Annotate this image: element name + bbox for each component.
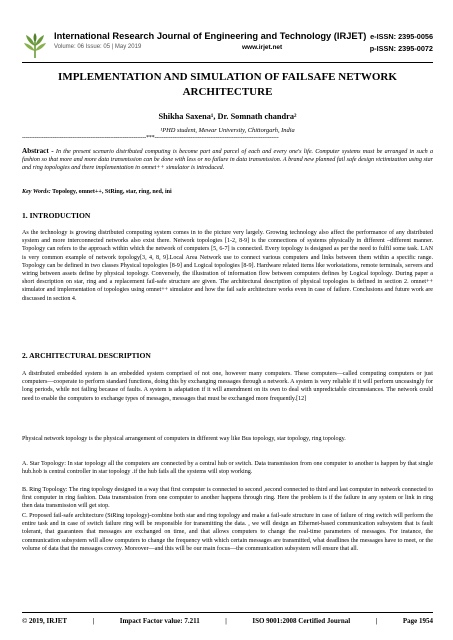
abstract-label: Abstract -	[22, 147, 54, 155]
ring-topology-paragraph: B. Ring Topology: The ring topology designed in a way that first computer is connected to second ,second connected to third and last computer in network connected to first computer in ring fashion. Data transmission from one computer to another happens through ring. Here the problem is if the failure in any system or link in ring then data transmission will get stop.	[22, 487, 433, 510]
footer-copyright: © 2019, IRJET	[22, 617, 68, 625]
arch-paragraph-2: Physical network topology is the physical arrangement of computers in different way like Bus topology, star topology, ring topology.	[22, 436, 346, 442]
footer-divider: |	[92, 617, 95, 625]
header-rule	[22, 62, 433, 63]
journal-website: www.irjet.net	[242, 44, 283, 51]
separator-line: ---------------------------------------------------------------------***---------------------------------------------------------------------	[22, 135, 279, 141]
journal-title: International Research Journal of Engineering and Technology (IRJET)	[54, 31, 367, 41]
keywords	[22, 189, 433, 195]
proposed-architecture-paragraph: C. Proposed fail-safe architecture (StRing topology)-combine both star and ring topology and make a fail-safe structure in case of failure of ring switch will perform the entire task and in case of switch failure ring will be responsible for transmitting the data. , we will design an Ethernet-based communication subsystem that is fault tolerant, that guarantees that messages are exchanged on time, and that allows computers to change the real-time parameters of messages. For instance, the communication subsystem will allow computers to change the frequency with which certain messages are transmitted, what deadlines the messages have to meet, or the volume of data that the messages convey. Moreover—and this will be our main focus—the communication subsystem will ensure that all.	[22, 513, 433, 552]
footer-divider: |	[375, 617, 378, 625]
journal-header	[22, 30, 433, 70]
keywords-text: Topology, omnet++, StRing, star, ring, ned, ini	[50, 189, 172, 195]
keywords-label: Key Words:	[22, 189, 51, 195]
abstract	[22, 147, 433, 173]
footer-impact-factor: Impact Factor value: 7.211	[119, 617, 200, 625]
footer-iso: ISO 9001:2008 Certified Journal	[252, 617, 351, 625]
star-topology-paragraph: A. Star Topology: In star topology all the computers are connected by a central hub or switch. Data transmission from one computer to another is happen by that single hub.hob is central controller in star topology .if the hub fails all the systems will stop working.	[22, 461, 433, 476]
irjet-logo-icon	[22, 32, 48, 60]
intro-paragraph: As the technology is growing distributed computing system comes in to the picture very largely. Growing technology also affect the performance of any distributed system and more interconnected networks also exist there. Network topologies [1-2, 8-9] is the connections of systems physically in different –different manner. Topology can refers to the approach within which the network of computers [5, 6-7] is connected. Every topology is designed as per the need to fulfil some task. LAN is very common example of network topology[3, 4, 8, 9].Local Area Network use to connect various computers and links between them within a specific range. Topology can be defined in two classes Physical topologies [8-9] and Logical topologies [8-9]. Hardware related items like workstations, remote terminals, servers and wiring between assets define by physical topology. Conversely, the illustration of information flow between computers defines by Logical topology. During paper a short description on star, ring and a replacement fail-safe structure are given. The architectural description of physical topologies is defined in section 2. omnet++ simulator and implementation of topologies using omnet++ simulator and how the fail safe architecture works even in case of failure. Conclusions and future work are discussed in section 4.	[22, 230, 433, 302]
pissn: p-ISSN: 2395-0072	[369, 44, 433, 53]
abstract-text: In the present scenario distributed computing is become part and parcel of each and every one's life. Computer systems must be arranged in such a fashion so that more and more data transmission can be done with less or no failure in data transmission. A brand new planned fail safe design victimization using star and ring topologies and there implementation in omnet++ simulator is introduced.	[22, 149, 433, 172]
section-heading-introduction: 1. INTRODUCTION	[22, 211, 91, 220]
footer-divider: |	[225, 617, 227, 625]
paper-title: IMPLEMENTATION AND SIMULATION OF FAILSAFE NETWORK ARCHITECTURE	[58, 71, 397, 98]
page-footer	[22, 617, 433, 625]
arch-paragraph-1: A distributed embedded system is an embedded system comprised of not one, however many computers. These computers—called computing computers or just computers—cooperate to perform standard functions, doing this by exchanging messages through a network. A system is very reliable if it will perform unceasingly for long periods, while not failing because of faults. A system is adaptation if it will amendment on its own to deal with unpredictable circumstances. The network could need to enable the computers to exchange types of messages, messages that must be exchanged more frequently.[12]	[22, 371, 433, 402]
volume-line: Volume: 06 Issue: 05 | May 2019	[54, 44, 142, 50]
eissn: e-ISSN: 2395-0056	[370, 32, 433, 41]
footer-page-number: Page 1954	[402, 617, 433, 625]
section-heading-architecture: 2. ARCHITECTURAL DESCRIPTION	[22, 351, 151, 360]
footer-rule	[22, 612, 433, 613]
author-affiliation: ¹PHD student, Mewar University, Chittorgarh, India	[160, 127, 295, 134]
paper-authors: Shikha Saxena¹, Dr. Somnath chandra²	[158, 112, 297, 121]
